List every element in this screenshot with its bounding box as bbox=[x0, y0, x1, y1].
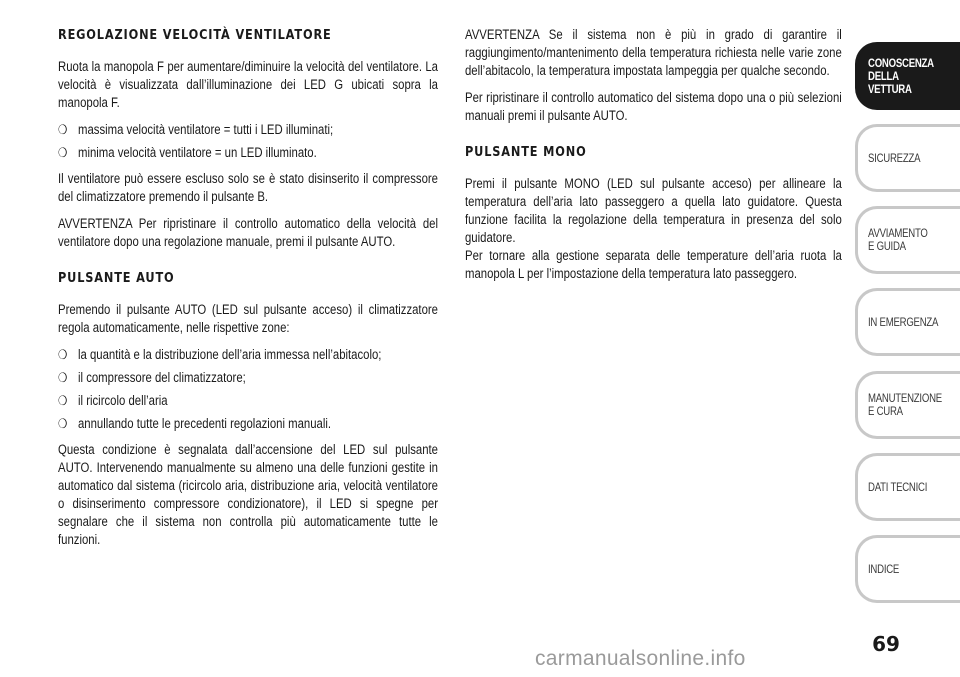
right-column bbox=[465, 26, 842, 292]
watermark: carmanualsonline.info bbox=[535, 647, 746, 670]
tab-avviamento-e-guida[interactable]: AVVIAMENTO E GUIDA bbox=[855, 206, 960, 274]
heading-fan-speed: REGOLAZIONE VELOCITÀ VENTILATORE bbox=[58, 27, 332, 43]
section-tabs-sidebar bbox=[855, 0, 960, 677]
paragraph: Questa condizione è segnalata dall’accensione del LED sul pulsante AUTO. Intervenendo manualmente su almeno una delle funzioni gestite in automatico dal sistema (ricircolo aria, distribuzione aria, velocità ventilatore o disinserimento compressore condizionatore), il LED si spegne per segnalare che il sistema non controlla più automaticamente tutte le funzioni. bbox=[58, 442, 438, 548]
heading-auto-button: PULSANTE AUTO bbox=[58, 270, 175, 286]
list-item: ❍ minima velocità ventilatore = un LED illuminato. bbox=[58, 145, 317, 161]
list-item: ❍ la quantità e la distribuzione dell’aria immessa nell’abitacolo; bbox=[58, 347, 382, 363]
warning-paragraph: AVVERTENZA Se il sistema non è più in grado di garantire il raggiungimento/mantenimento della temperatura richiesta nelle varie zone dell’abitacolo, la temperatura impostata lampeggia per qualche secondo. bbox=[465, 27, 842, 79]
circle-bullet-icon: ❍ bbox=[58, 393, 68, 408]
auto-list bbox=[58, 346, 438, 433]
paragraph: Premendo il pulsante AUTO (LED sul pulsante acceso) il climatizzatore regola automaticamente, nelle rispettive zone: bbox=[58, 302, 438, 336]
paragraph: Per ripristinare il controllo automatico del sistema dopo una o più selezioni manuali premi il pulsante AUTO. bbox=[465, 90, 842, 124]
list-item: ❍ massima velocità ventilatore = tutti i LED illuminati; bbox=[58, 122, 334, 138]
heading-mono-button: PULSANTE MONO bbox=[465, 144, 587, 160]
warning-paragraph: AVVERTENZA Per ripristinare il controllo automatico della velocità del ventilatore dopo una regolazione manuale, premi il pulsante AUTO. bbox=[58, 216, 438, 250]
fan-speed-list bbox=[58, 121, 438, 162]
tab-in-emergenza[interactable]: IN EMERGENZA bbox=[855, 288, 960, 356]
circle-bullet-icon: ❍ bbox=[58, 145, 68, 160]
page-number: 69 bbox=[872, 632, 900, 656]
tab-dati-tecnici[interactable]: DATI TECNICI bbox=[855, 453, 960, 521]
paragraph: Per tornare alla gestione separata delle temperature dell’aria ruota la manopola L per l’impostazione della temperatura lato passeggero. bbox=[465, 248, 842, 282]
circle-bullet-icon: ❍ bbox=[58, 416, 68, 431]
tab-conoscenza-della-vettura[interactable]: CONOSCENZA DELLA VETTURA bbox=[855, 42, 960, 110]
paragraph: Premi il pulsante MONO (LED sul pulsante acceso) per allineare la temperatura dell’aria lato passeggero a quella lato guidatore. Questa funzione facilita la regolazione della temperatura in presenza del solo guidatore. bbox=[465, 176, 842, 246]
list-item: ❍ il ricircolo dell’aria bbox=[58, 393, 168, 409]
tab-sicurezza[interactable]: SICUREZZA bbox=[855, 124, 960, 192]
list-item: ❍ annullando tutte le precedenti regolazioni manuali. bbox=[58, 416, 332, 432]
circle-bullet-icon: ❍ bbox=[58, 122, 68, 137]
left-column bbox=[58, 26, 438, 558]
paragraph: Ruota la manopola F per aumentare/diminuire la velocità del ventilatore. La velocità è visualizzata dall’illuminazione dei LED G ubicati sopra la manopola F. bbox=[58, 59, 438, 111]
list-item: ❍ il compressore del climatizzatore; bbox=[58, 370, 246, 386]
circle-bullet-icon: ❍ bbox=[58, 370, 68, 385]
paragraph: Il ventilatore può essere escluso solo se è stato disinserito il compressore del climatizzatore premendo il pulsante B. bbox=[58, 171, 438, 205]
circle-bullet-icon: ❍ bbox=[58, 347, 68, 362]
tab-manutenzione-e-cura[interactable]: MANUTENZIONE E CURA bbox=[855, 371, 960, 439]
tab-indice[interactable]: INDICE bbox=[855, 535, 960, 603]
